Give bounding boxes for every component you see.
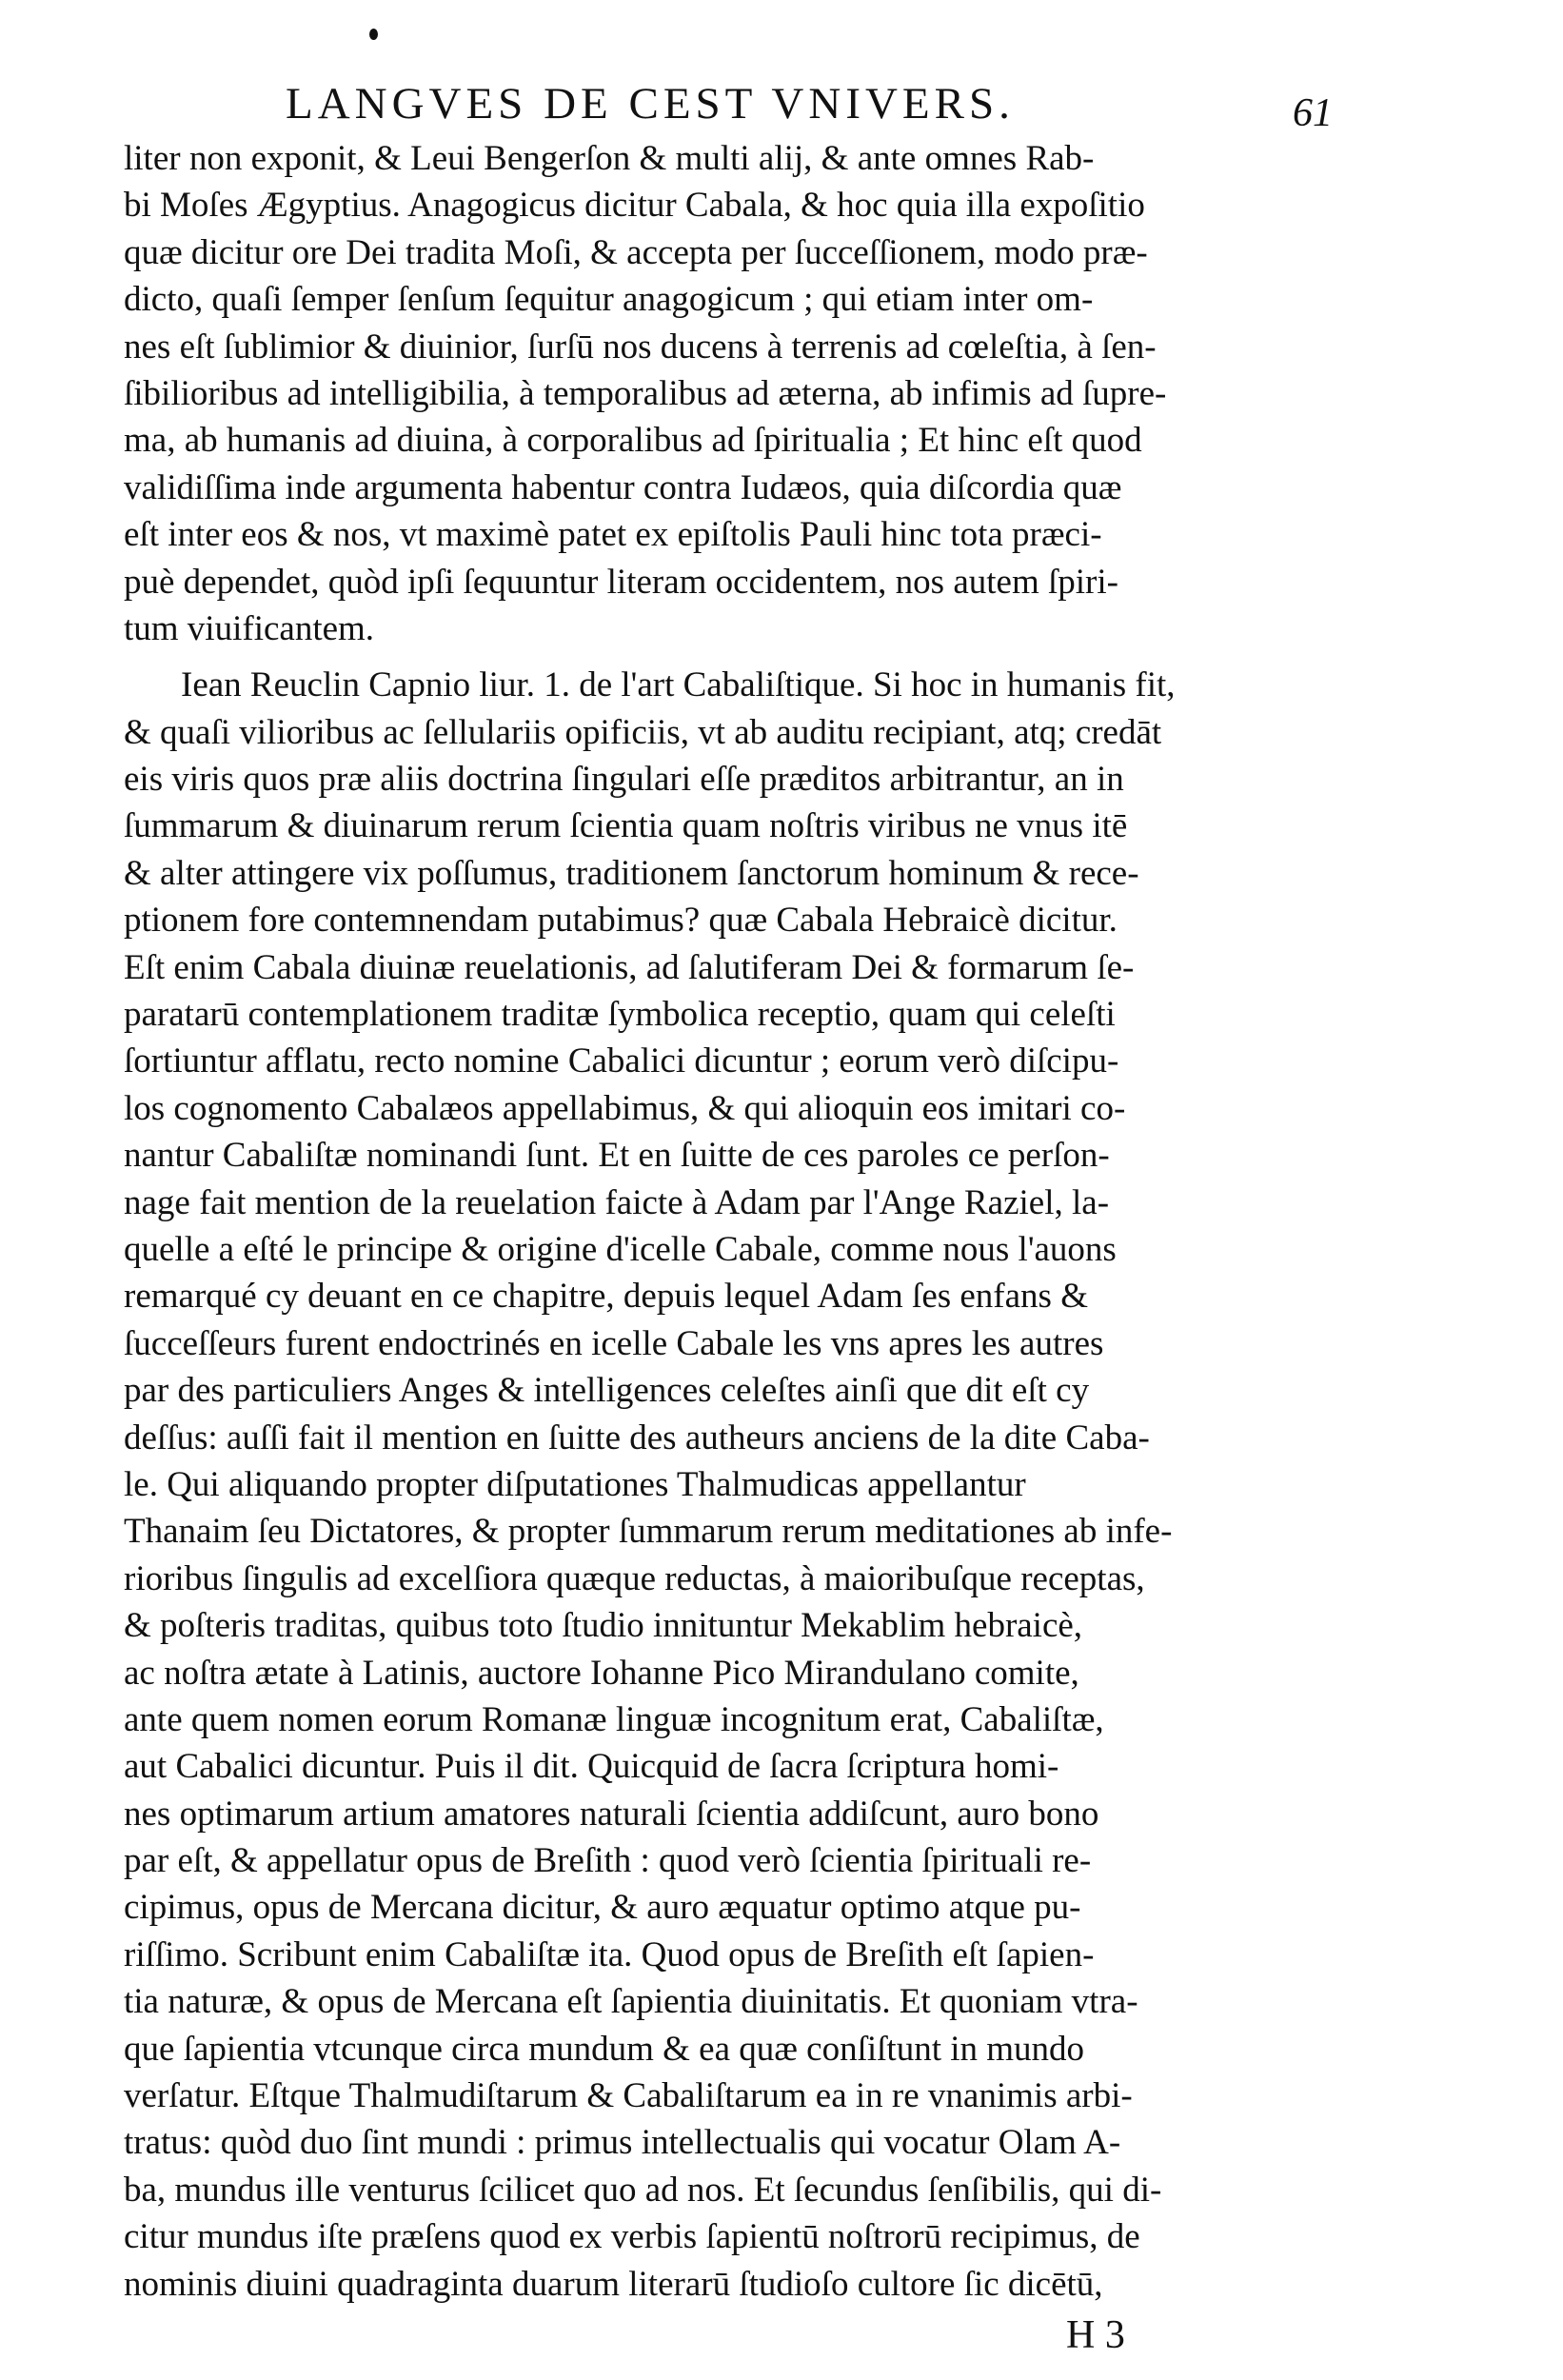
text-line: nes optimarum artium amatores naturali ſcientia addiſcunt, auro bono (124, 1794, 1099, 1834)
text-line: Eſt enim Cabala diuinæ reuelationis, ad ſalutiferam Dei & formarum ſe- (124, 947, 1135, 987)
text-line: nage fait mention de la reuelation faicte à Adam par l'Ange Raziel, la- (124, 1182, 1110, 1222)
text-line: & alter attingere vix poſſumus, traditionem ſanctorum hominum & rece- (124, 853, 1139, 893)
text-line: Iean Reuclin Capnio liur. 1. de l'art Cabaliſtique. Si hoc in humanis fit, (181, 665, 1176, 705)
text-line: puè dependet, quòd ipſi ſequuntur literam occidentem, nos autem ſpiri- (124, 562, 1118, 602)
text-line: dicto, quaſi ſemper ſenſum ſequitur anagogicum ; qui etiam inter om- (124, 280, 1094, 320)
text-line: ma, ab humanis ad diuina, à corporalibus ad ſpiritualia ; Et hinc eſt quod (124, 421, 1142, 461)
text-line: cipimus, opus de Mercana dicitur, & auro æquatur optimo atque pu- (124, 1888, 1081, 1928)
ink-spot (369, 29, 378, 40)
text-line: ba, mundus ille venturus ſcilicet quo ad nos. Et ſecundus ſenſibilis, qui di- (124, 2170, 1162, 2210)
text-line: ac noſtra ætate à Latinis, auctore Iohanne Pico Mirandulano comite, (124, 1653, 1079, 1693)
paragraph-1 (124, 135, 1314, 652)
text-line: deſſus: auſſi fait il mention en ſuitte des autheurs anciens de la dite Caba- (124, 1418, 1150, 1458)
text-line: validiſſima inde argumenta habentur contra Iudæos, quia diſcordia quæ (124, 467, 1122, 507)
text-line: ſortiuntur afflatu, recto nomine Cabalici dicuntur ; eorum verò diſcipu- (124, 1041, 1119, 1081)
text-line: par des particuliers Anges & intelligences celeſtes ainſi que dit eſt cy (124, 1371, 1090, 1411)
paragraph-gap (124, 652, 1314, 662)
text-line: remarqué cy deuant en ce chapitre, depuis lequel Adam ſes enfans & (124, 1277, 1088, 1317)
text-line: ptionem fore contemnendam putabimus? quæ Cabala Hebraicè dicitur. (124, 901, 1118, 941)
text-line: ſummarum & diuinarum rerum ſcientia quam noſtris viribus ne vnus itē (124, 806, 1128, 846)
text-line: que ſapientia vtcunque circa mundum & ea quæ conſiſtunt in mundo (124, 2029, 1085, 2069)
text-line: rioribus ſingulis ad excelſiora quæque reductas, à maioribuſque receptas, (124, 1558, 1145, 1598)
paragraph-2 (124, 662, 1314, 2308)
text-line: tratus: quòd duo ſint mundi : primus intellectualis qui vocatur Olam A- (124, 2123, 1121, 2163)
text-line: bi Moſes Ægyptius. Anagogicus dicitur Cabala, & hoc quia illa expoſitio (124, 186, 1145, 226)
text-line: ſibilioribus ad intelligibilia, à temporalibus ad æterna, ab infimis ad ſupre- (124, 373, 1167, 413)
signature-mark: H 3 (1066, 2313, 1125, 2357)
page-number: 61 (1293, 91, 1333, 135)
text-line: verſatur. Eſtque Thalmudiſtarum & Cabaliſtarum ea in re vnanimis arbi- (124, 2076, 1133, 2116)
text-line: riſſimo. Scribunt enim Cabaliſtæ ita. Quod opus de Breſith eſt ſapien- (124, 1934, 1095, 1974)
text-line: ſucceſſeurs furent endoctrinés en icelle Cabale les vns apres les autres (124, 1323, 1104, 1363)
text-line: & poſteris traditas, quibus toto ſtudio innituntur Mekablim hebraicè, (124, 1606, 1083, 1646)
text-line: nes eſt ſublimior & diuinior, ſurſū nos ducens à terrenis ad cœleſtia, à ſen- (124, 327, 1157, 367)
text-line: & quaſi vilioribus ac ſellulariis opificiis, vt ab auditu recipiant, atq; credāt (124, 712, 1162, 752)
text-line: quæ dicitur ore Dei tradita Moſi, & accepta per ſucceſſionem, modo præ- (124, 232, 1148, 272)
text-line: le. Qui aliquando propter diſputationes Thalmudicas appellantur (124, 1464, 1026, 1504)
text-line: nantur Cabaliſtæ nominandi ſunt. Et en ſuitte de ces paroles ce perſon- (124, 1136, 1110, 1176)
running-title: LANGVES DE CEST VNIVERS. (286, 79, 1015, 129)
text-line: citur mundus iſte præſens quod ex verbis ſapientū noſtrorū recipimus, de (124, 2217, 1140, 2257)
text-line: aut Cabalici dicuntur. Puis il dit. Quicquid de ſacra ſcriptura homi- (124, 1747, 1059, 1787)
text-line: eis viris quos præ aliis doctrina ſingulari eſſe præditos arbitrantur, an in (124, 760, 1124, 800)
text-line: Thanaim ſeu Dictatores, & propter ſummarum rerum meditationes ab infe- (124, 1512, 1173, 1552)
text-line: quelle a eſté le principe & origine d'icelle Cabale, comme nous l'auons (124, 1229, 1117, 1269)
body-text (124, 135, 1314, 2308)
text-line: eſt inter eos & nos, vt maximè patet ex epiſtolis Pauli hinc tota præci- (124, 515, 1102, 555)
text-line: ante quem nomen eorum Romanæ linguæ incognitum erat, Cabaliſtæ, (124, 1699, 1104, 1739)
text-line: tia naturæ, & opus de Mercana eſt ſapientia diuinitatis. Et quoniam vtra- (124, 1982, 1138, 2022)
text-line: par eſt, & appellatur opus de Breſith : quod verò ſcientia ſpirituali re- (124, 1841, 1092, 1881)
text-line: nominis diuini quadraginta duarum literarū ſtudioſo cultore ſic dicētū, (124, 2264, 1103, 2304)
text-line: los cognomento Cabalæos appellabimus, & qui alioquin eos imitari co- (124, 1088, 1126, 1128)
text-line: liter non exponit, & Leui Bengerſon & multi alij, & ante omnes Rab- (124, 139, 1095, 178)
text-line: tum viuificantem. (124, 608, 375, 648)
text-line: paratarū contemplationem traditæ ſymbolica receptio, quam qui celeſti (124, 995, 1116, 1035)
